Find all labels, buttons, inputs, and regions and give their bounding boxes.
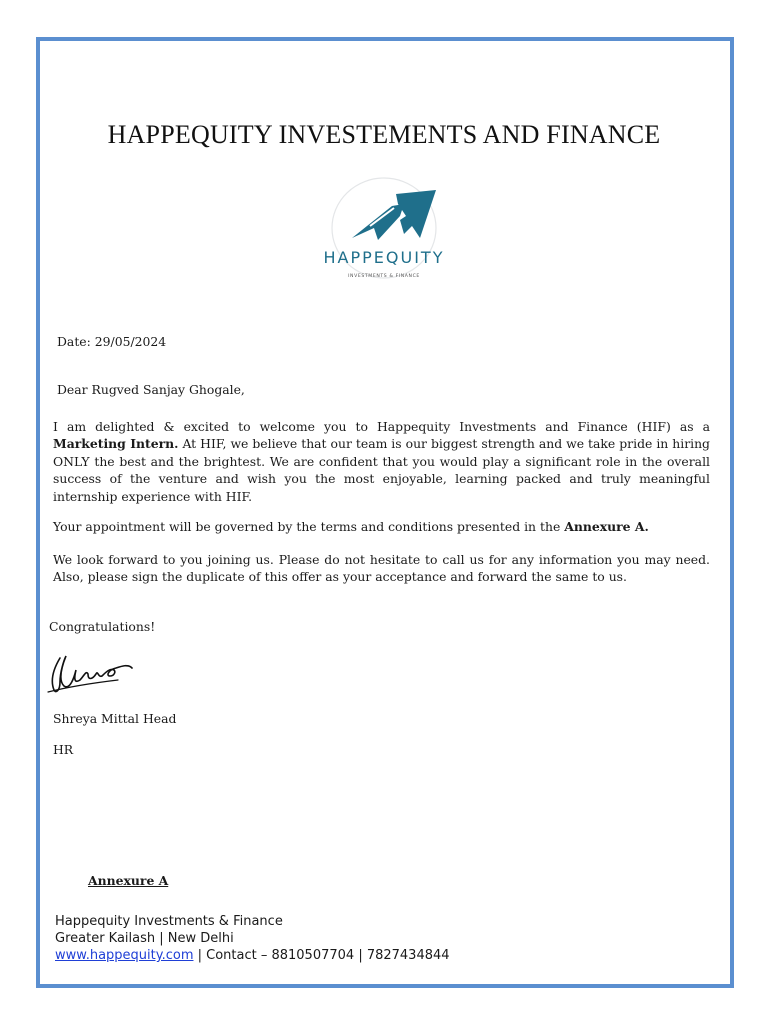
logo-bull-icon [396, 190, 436, 238]
signatory-department: HR [53, 742, 74, 757]
footer-company: Happequity Investments & Finance [55, 914, 283, 929]
letter-date: Date: 29/05/2024 [57, 334, 167, 349]
terms-paragraph [53, 518, 710, 535]
signatory-name: Shreya Mittal Head [53, 711, 177, 726]
signature-image [44, 650, 136, 702]
logo-brand: HAPPEQUITY [323, 248, 445, 267]
footer-contact: | Contact – 8810507704 | 7827434844 [193, 948, 450, 963]
annexure-reference: Annexure A. [564, 519, 649, 534]
intro-paragraph [53, 418, 710, 505]
letter-title: HAPPEQUITY INVESTEMENTS AND FINANCE [107, 120, 661, 149]
closing-greeting: Congratulations! [49, 619, 156, 634]
website-link[interactable]: www.happequity.com [55, 948, 194, 963]
closing-paragraph: We look forward to you joining us. Please do not hesitate to call us for any information you may need. Also, please sign the duplicate of this offer as your acceptance and forward the same to us. [53, 552, 710, 585]
footer-address: Greater Kailash | New Delhi [55, 931, 234, 946]
footer-contact-line [55, 948, 450, 963]
terms-text: Your appointment will be governed by the terms and conditions presented in the [53, 519, 565, 534]
intro-text: I am delighted & excited to welcome you to Happequity Investments and Finance (HIF) as a [53, 419, 710, 434]
logo-tagline: INVESTMENTS & FINANCE [348, 274, 420, 279]
salutation: Dear Rugved Sanjay Ghogale, [57, 382, 245, 397]
logo-arrow-icon [352, 204, 404, 240]
annexure-heading: Annexure A [88, 873, 169, 888]
role-title: Marketing Intern. [53, 436, 179, 452]
intro-text-continued: At HIF, we believe that our team is our biggest strength and we take pride in hiring ONLY the best and the brightest. We are confident that you would play a significant role in the overall success of the venture and wish you the most enjoyable, learning packed and truly meaningful internship experience with HIF. [53, 436, 710, 504]
happequity-logo [300, 176, 468, 286]
